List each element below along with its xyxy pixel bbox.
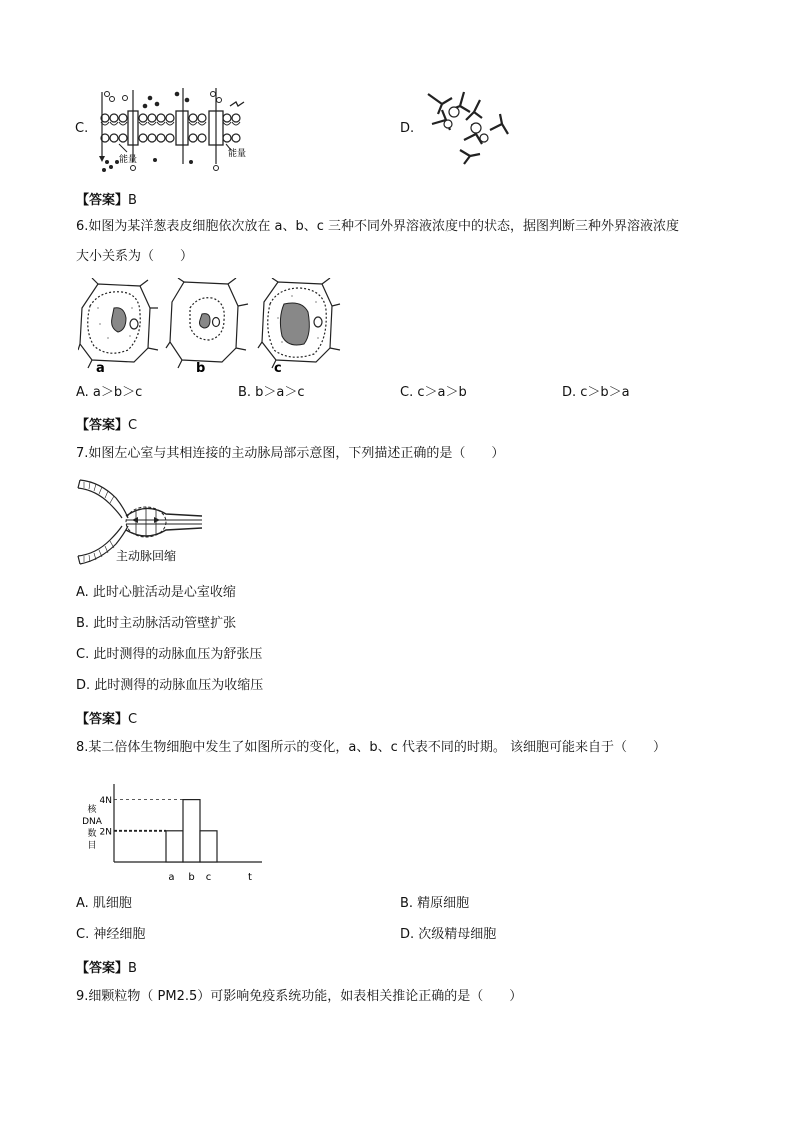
q8-option-b: B. 精原细胞 [400, 896, 470, 911]
q7-option-b: B. 此时主动脉活动管壁扩张 [76, 616, 237, 631]
q6-answer: 【答案】C [76, 418, 138, 433]
q6-option-b: B. b＞a＞c [238, 385, 305, 400]
q7-answer: 【答案】C [76, 712, 138, 727]
q5-answer: 【答案】B [76, 193, 137, 208]
q6-answer-value: C [128, 418, 138, 433]
q8-option-d: D. 次级精母细胞 [400, 927, 497, 942]
cell-label-a: a [96, 361, 105, 374]
q6-stem-line1: 6.如图为某洋葱表皮细胞依次放在 a、b、c 三种不同外界溶液浓度中的状态，据图判断三种外界溶液浓度 [76, 219, 680, 234]
q7-option-a: A. 此时心脏活动是心室收缩 [76, 585, 236, 600]
q5-option-d-label: D. [400, 121, 415, 136]
q6-stem-line2: 大小关系为（ ） [76, 249, 194, 264]
q6-option-d: D. c＞b＞a [562, 385, 630, 400]
antibody-figure [420, 84, 515, 169]
q5-option-c-label: C. [75, 121, 89, 136]
bar-a [166, 831, 183, 862]
x-tick-label-c: c [205, 872, 212, 883]
q8-stem: 8.某二倍体生物细胞中发生了如图所示的变化，a、b、c 代表不同的时期。 该细胞可能来自于（ ） [76, 740, 667, 755]
y-axis-label-part: 数 [87, 829, 97, 839]
q7-option-c: C. 此时测得的动脉血压为舒张压 [76, 647, 263, 662]
aorta-figure-label: 主动脉回缩 [115, 549, 177, 563]
q8-option-a: A. 肌细胞 [76, 896, 132, 911]
q7-option-d: D. 此时测得的动脉血压为收缩压 [76, 678, 264, 693]
onion-cells-figure [78, 278, 343, 374]
q6-option-c: C. c＞a＞b [400, 385, 467, 400]
y-axis-label-part: 核 [87, 805, 97, 815]
bar-b [183, 800, 200, 862]
q7-stem: 7.如图左心室与其相连接的主动脉局部示意图，下列描述正确的是（ ） [76, 446, 505, 461]
q5-answer-value: B [128, 193, 137, 208]
energy-label-1: 能量 [119, 155, 138, 165]
x-tick-label-a: a [168, 872, 175, 883]
dna-content-chart [76, 778, 266, 884]
q7-answer-value: C [128, 712, 138, 727]
y-axis-label-part: 目 [87, 841, 97, 851]
heart-aorta-figure [76, 472, 216, 572]
membrane-transport-figure [95, 84, 255, 174]
energy-label-2: 能量 [228, 149, 247, 159]
y-tick-label: 2N [99, 827, 112, 838]
y-axis-label-part: DNA [82, 817, 102, 827]
q6-option-a: A. a＞b＞c [76, 385, 143, 400]
q9-stem: 9.细颗粒物（ PM2.5）可影响免疫系统功能，如表相关推论正确的是（ ） [76, 989, 523, 1004]
y-tick-label: 4N [99, 796, 112, 807]
x-tick-label-b: b [188, 872, 195, 883]
q8-answer-value: B [128, 961, 137, 976]
q8-answer: 【答案】B [76, 961, 137, 976]
cell-label-b: b [196, 361, 206, 374]
q8-option-c: C. 神经细胞 [76, 927, 146, 942]
cell-label-c: c [274, 361, 282, 374]
bar-c [200, 831, 217, 862]
x-axis-label: t [248, 872, 252, 883]
